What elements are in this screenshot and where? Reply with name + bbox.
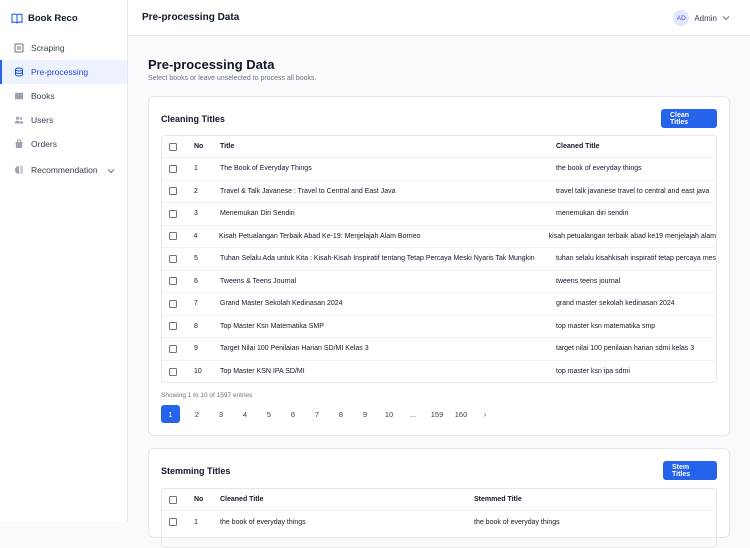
cleaning-table <box>161 135 717 383</box>
book-icon <box>14 91 24 101</box>
row-checkbox[interactable] <box>169 232 177 240</box>
row-cleaned-title: tuhan selalu kisahkisah inspiratif tetap percaya mes <box>556 255 716 263</box>
stemming-table <box>161 488 717 548</box>
entries-info: Showing 1 to 10 of 1597 entries <box>161 392 253 399</box>
table-row <box>162 181 716 204</box>
table-row <box>162 361 716 384</box>
page-button[interactable]: 10 <box>384 409 394 419</box>
row-checkbox[interactable] <box>169 165 177 173</box>
column-header: Title <box>220 143 235 150</box>
table-row <box>162 511 716 534</box>
column-header: Stemmed Title <box>474 496 522 503</box>
card-title: Stemming Titles <box>161 466 231 476</box>
cleaned-title: the book of everyday things <box>220 518 306 526</box>
cleaning-titles-card <box>148 96 730 436</box>
select-all-checkbox[interactable] <box>169 143 177 151</box>
page-button[interactable]: 5 <box>266 409 272 419</box>
row-title: Menemukan Diri Sendiri <box>220 210 295 218</box>
row-checkbox[interactable] <box>169 187 177 195</box>
row-title: Target Nilai 100 Penilaian Harian SD/MI Kelas 3 <box>220 345 369 353</box>
row-checkbox[interactable] <box>169 300 177 308</box>
row-title: Top Master KSN IPA SD/MI <box>220 368 305 376</box>
row-title: Kisah Petualangan Terbaik Abad Ke-19: Menjelajah Alam Borneo <box>219 232 421 240</box>
row-cleaned-title: target nilai 100 penilaian harian sdmi kelas 3 <box>556 345 695 353</box>
table-row <box>162 271 716 294</box>
sidebar-item-recommendation[interactable] <box>0 158 127 182</box>
table-header <box>162 136 716 158</box>
column-header: Cleaned Title <box>556 143 600 150</box>
row-number: 10 <box>194 368 202 376</box>
row-number: 9 <box>194 345 198 353</box>
sidebar-item-label: Orders <box>31 139 57 149</box>
row-checkbox[interactable] <box>169 210 177 218</box>
scraping-icon <box>14 43 24 53</box>
table-row <box>162 293 716 316</box>
recommendation-icon <box>14 165 24 175</box>
page-title: Pre-processing Data <box>148 57 275 72</box>
select-all-checkbox[interactable] <box>169 496 177 504</box>
open-book-icon <box>12 13 22 23</box>
sidebar <box>0 0 128 521</box>
row-checkbox[interactable] <box>169 322 177 330</box>
sidebar-item-pre-processing[interactable] <box>0 60 127 84</box>
row-cleaned-title: the book of everyday things <box>556 165 642 173</box>
app-name: Book Reco <box>28 12 78 24</box>
chevron-down-icon <box>722 14 730 23</box>
sidebar-item-label: Pre-processing <box>31 67 89 77</box>
stem-titles-button[interactable]: Stem Titles <box>663 461 717 480</box>
preprocessing-icon <box>14 67 24 77</box>
row-checkbox[interactable] <box>169 518 177 526</box>
row-number: 7 <box>194 300 198 308</box>
row-number: 4 <box>193 232 198 240</box>
row-number: 2 <box>194 187 198 195</box>
user-name: Admin <box>694 13 717 23</box>
pagination <box>161 405 497 423</box>
column-header: Cleaned Title <box>220 496 264 503</box>
page-button[interactable]: 1 <box>161 405 180 423</box>
sidebar-item-scraping[interactable] <box>0 36 127 60</box>
row-cleaned-title: grand master sekolah kedinasan 2024 <box>556 300 675 308</box>
page-button[interactable]: 7 <box>314 409 320 419</box>
sidebar-item-label: Users <box>31 115 54 125</box>
users-icon <box>14 115 24 125</box>
brand[interactable] <box>0 0 127 36</box>
page-button[interactable]: 2 <box>194 409 200 419</box>
row-cleaned-title: menemukan diri sendiri <box>556 210 629 218</box>
row-number: 6 <box>194 277 198 285</box>
pagination-ellipsis: ... <box>409 409 417 419</box>
row-title: Tweens & Teens Journal <box>220 277 297 285</box>
clean-titles-button[interactable]: Clean Titles <box>661 109 717 128</box>
page-button[interactable]: 6 <box>290 409 296 419</box>
user-menu[interactable] <box>673 10 730 26</box>
header-title: Pre-processing Data <box>142 12 240 23</box>
table-row <box>162 226 716 249</box>
row-cleaned-title: travel talk javanese travel to central and east java <box>556 187 710 195</box>
orders-icon <box>14 139 24 149</box>
top-bar <box>128 0 750 36</box>
sidebar-item-books[interactable] <box>0 84 127 108</box>
row-title: The Book of Everyday Things <box>220 165 312 173</box>
row-cleaned-title: kisah petualangan terbaik abad ke19 menjelajah alam <box>548 232 716 240</box>
column-header: No <box>194 496 204 503</box>
page-button[interactable]: 159 <box>430 409 444 419</box>
row-number: 8 <box>194 322 198 330</box>
page-subtitle: Select books or leave unselected to process all books. <box>148 75 317 82</box>
page-button[interactable]: 8 <box>338 409 344 419</box>
row-cleaned-title: top master ksn matematika smp <box>556 322 656 330</box>
stemmed-title: the book of everyday things <box>474 518 560 526</box>
page-button[interactable]: 9 <box>362 409 368 419</box>
page-button[interactable]: 160 <box>454 409 468 419</box>
sidebar-nav <box>0 36 127 182</box>
card-title: Cleaning Titles <box>161 114 225 124</box>
sidebar-item-label: Books <box>31 91 55 101</box>
table-row <box>162 203 716 226</box>
sidebar-item-label: Recommendation <box>31 165 98 175</box>
table-row <box>162 316 716 339</box>
row-checkbox[interactable] <box>169 368 177 376</box>
chevron-down-icon[interactable] <box>107 166 115 176</box>
row-number: 1 <box>194 165 198 173</box>
row-cleaned-title: tweens teens journal <box>556 277 621 285</box>
row-checkbox[interactable] <box>169 255 177 263</box>
row-number: 3 <box>194 210 198 218</box>
table-row <box>162 158 716 181</box>
row-title: Top Master Ksn Matematika SMP <box>220 322 324 330</box>
table-row <box>162 338 716 361</box>
sidebar-item-orders[interactable] <box>0 132 127 156</box>
next-page-button[interactable]: › <box>483 409 487 419</box>
sidebar-item-users[interactable] <box>0 108 127 132</box>
page-button[interactable]: 4 <box>242 409 248 419</box>
table-header <box>162 489 716 511</box>
row-number: 5 <box>194 255 198 263</box>
table-row <box>162 248 716 271</box>
stemming-titles-card <box>148 448 730 538</box>
row-cleaned-title: top master ksn ipa sdmi <box>556 368 630 376</box>
row-title: Grand Master Sekolah Kedinasan 2024 <box>220 300 343 308</box>
page-button[interactable]: 3 <box>218 409 224 419</box>
column-header: No <box>194 143 204 150</box>
row-number: 1 <box>194 518 198 526</box>
row-title: Tuhan Selalu Ada untuk Kita : Kisah-Kisah Inspiratif tentang Tetap Percaya Meski Nyaris Tak Mungkin <box>220 255 535 263</box>
sidebar-item-label: Scraping <box>31 43 65 53</box>
row-checkbox[interactable] <box>169 345 177 353</box>
row-title: Travel & Talk Javanese : Travel to Central and East Java <box>220 187 396 195</box>
row-checkbox[interactable] <box>169 277 177 285</box>
avatar: AD <box>673 10 689 26</box>
